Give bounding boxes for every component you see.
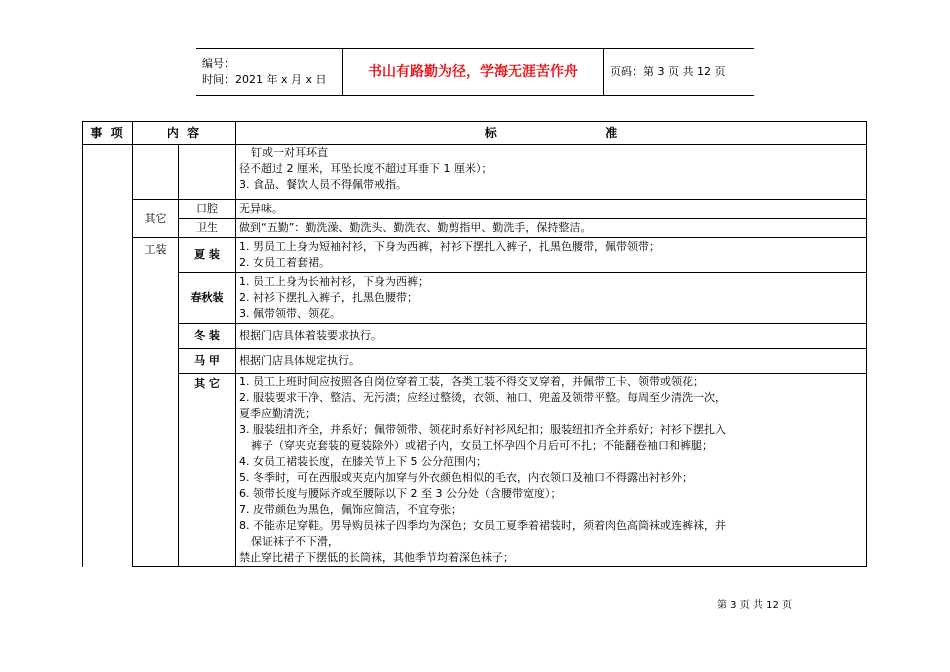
header-item: 事 项	[83, 122, 133, 145]
other-line: 保证袜子不下滑，	[251, 535, 339, 548]
other-line: 5. 冬季时，可在西服或夹克内加穿与外衣颜色相似的毛衣，内衣领口及袖口不得露出衬衫外；	[239, 471, 693, 484]
others-label: 其它	[133, 200, 179, 238]
spring-line: 1. 员工上身为长袖衬衫，下身为西裤；	[239, 275, 429, 288]
other-line: 裤子（穿夹克套装的夏装除外）或裙子内，女员工怀孕四个月后可不扎；不能翻卷袖口和裤腿；	[251, 439, 713, 452]
other-line: 4. 女员工裙装长度，在膝关节上下 5 公分范围内；	[239, 455, 487, 468]
number-label: 编号：	[202, 56, 235, 70]
vest-label: 马 甲	[179, 349, 236, 374]
other-line: 禁止穿比裙子下摆低的长筒袜，其他季节均着深色袜子；	[239, 551, 514, 564]
other-line: 3. 服装纽扣齐全，并系好；佩带领带、领花时系好衬衫风纪扣；服装纽扣齐全并系好；衬衫下摆扎入	[239, 423, 726, 436]
uniform-label: 工装	[133, 238, 179, 567]
winter-standard: 根据门店具体着装要求执行。	[236, 324, 867, 349]
spring-line: 3. 佩带领带、领花。	[239, 307, 341, 320]
vest-standard: 根据门店具体规定执行。	[236, 349, 867, 374]
hygiene-standard: 做到“五勤”：勤洗澡、勤洗头、勤洗衣、勤剪指甲、勤洗手，保持整洁。	[236, 219, 867, 238]
content-cell-empty	[133, 145, 179, 200]
header-standard: 标 准	[236, 122, 867, 145]
other-line: 1. 员工上班时间应按照各自岗位穿着工装，各类工装不得交叉穿着，并佩带工卡、领带或领花；	[239, 375, 704, 388]
spring-line: 2. 衬衫下摆扎入裤子，扎黑色腰带；	[239, 291, 418, 304]
other-line: 8. 不能赤足穿鞋。男导购员袜子四季均为深色；女员工夏季着裙装时，须着肉色高筒袜或连裤袜，并	[239, 519, 726, 532]
other-label: 其 它	[179, 374, 236, 567]
other-line: 7. 皮带颜色为黑色，佩饰应简洁，不宜夸张；	[239, 503, 462, 516]
summer-line: 2. 女员工着套裙。	[239, 256, 330, 269]
spring-autumn-label: 春秋装	[179, 273, 236, 324]
motto: 书山有路勤为径，学海无涯苦作舟	[343, 48, 604, 96]
other-standard	[236, 374, 867, 567]
jewelry-line: 径不超过 2 厘米，耳坠长度不超过耳垂下 1 厘米）；	[239, 162, 493, 175]
summer-line: 1. 男员工上身为短袖衬衫，下身为西裤，衬衫下摆扎入裤子，扎黑色腰带，佩带领带；	[239, 240, 660, 253]
page-header	[196, 48, 754, 96]
standards-table	[82, 121, 867, 567]
jewelry-standard	[236, 145, 867, 200]
jewelry-line: 3. 食品、餐饮人员不得佩带戒指。	[239, 178, 407, 191]
header-meta	[196, 48, 343, 96]
other-line: 6. 领带长度与腰际齐或至腰际以下 2 至 3 公分处（含腰带宽度）；	[239, 487, 562, 500]
winter-label: 冬 装	[179, 324, 236, 349]
spring-autumn-standard	[236, 273, 867, 324]
oral-label: 口腔	[179, 200, 236, 219]
oral-standard: 无异味。	[236, 200, 867, 219]
page-footer: 第 3 页 共 12 页	[717, 600, 792, 611]
jewelry-line: 钉或一对耳环直	[251, 146, 328, 159]
summer-label: 夏 装	[179, 238, 236, 273]
summer-standard	[236, 238, 867, 273]
time-label: 时间：2021 年 x 月 x 日	[202, 72, 327, 86]
header-content: 内 容	[133, 122, 236, 145]
hygiene-label: 卫生	[179, 219, 236, 238]
subcontent-cell-empty	[179, 145, 236, 200]
page-label: 页码：第 3 页 共 12 页	[604, 48, 755, 96]
other-line: 2. 服装要求干净、整洁、无污渍；应经过整烫，衣领、袖口、兜盖及领带平整。每周至少清洗一次，	[239, 391, 726, 404]
other-line: 夏季应勤清洗；	[239, 407, 316, 420]
item-cell-empty	[83, 145, 133, 567]
